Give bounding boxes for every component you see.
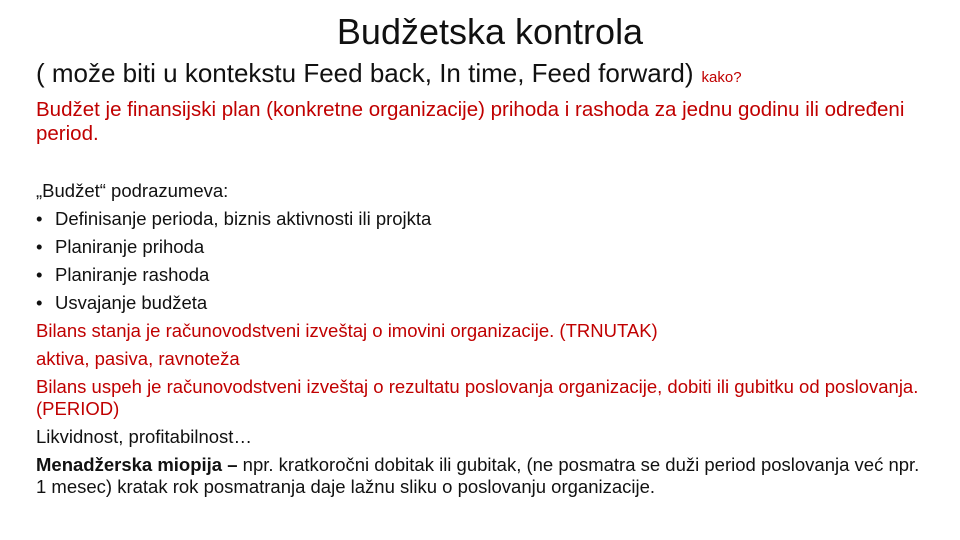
list-item — [36, 264, 931, 286]
managerial-myopia-paragraph — [36, 454, 931, 498]
subtitle-question: kako? — [701, 69, 742, 86]
list-item — [36, 236, 931, 258]
list-item — [36, 292, 931, 314]
balance-items-text: aktiva, pasiva, ravnoteža — [36, 348, 240, 369]
myopia-term: Menadžerska miopija – — [36, 454, 238, 475]
bullet-marker: • — [36, 292, 43, 313]
bullet-marker: • — [36, 208, 43, 229]
list-item-text: Definisanje perioda, biznis aktivnosti ili projkta — [55, 208, 432, 229]
subtitle-main: ( može biti u kontekstu Feed back, In time, Feed forward) — [36, 58, 694, 88]
list-item-text: Planiranje prihoda — [55, 236, 205, 257]
balance-sheet-text: Bilans stanja je računovodstveni izveštaj o imovini organizacije. (TRNUTAK) — [36, 320, 658, 341]
budget-heading: „Budžet“ podrazumeva: — [36, 180, 229, 201]
income-statement-text: Bilans uspeh je računovodstveni izveštaj o rezultatu poslovanja organizacije, dobiti ili gubitku od poslovanja. (PERIOD) — [36, 376, 919, 419]
slide-title: Budžetska kontrola — [336, 11, 644, 52]
list-item — [36, 208, 931, 230]
bullet-marker: • — [36, 236, 43, 257]
list-item-text: Planiranje rashoda — [55, 264, 210, 285]
slide-subtitle — [36, 54, 742, 97]
list-item-text: Usvajanje budžeta — [55, 292, 208, 313]
myopia-text: npr. kratkoročni dobitak ili gubitak, (ne posmatra se duži period poslovanja već npr. 1 mesec) kratak rok posmatranja daje lažnu sliku o poslovanju organizacije. — [36, 454, 920, 497]
liquidity-text: Likvidnost, profitabilnost… — [36, 426, 252, 447]
bullet-marker: • — [36, 264, 43, 285]
budget-definition: Budžet je finansijski plan (konkretne organizacije) prihoda i rashoda za jednu godinu ili određeni period. — [36, 98, 905, 145]
slide-body — [36, 180, 931, 504]
